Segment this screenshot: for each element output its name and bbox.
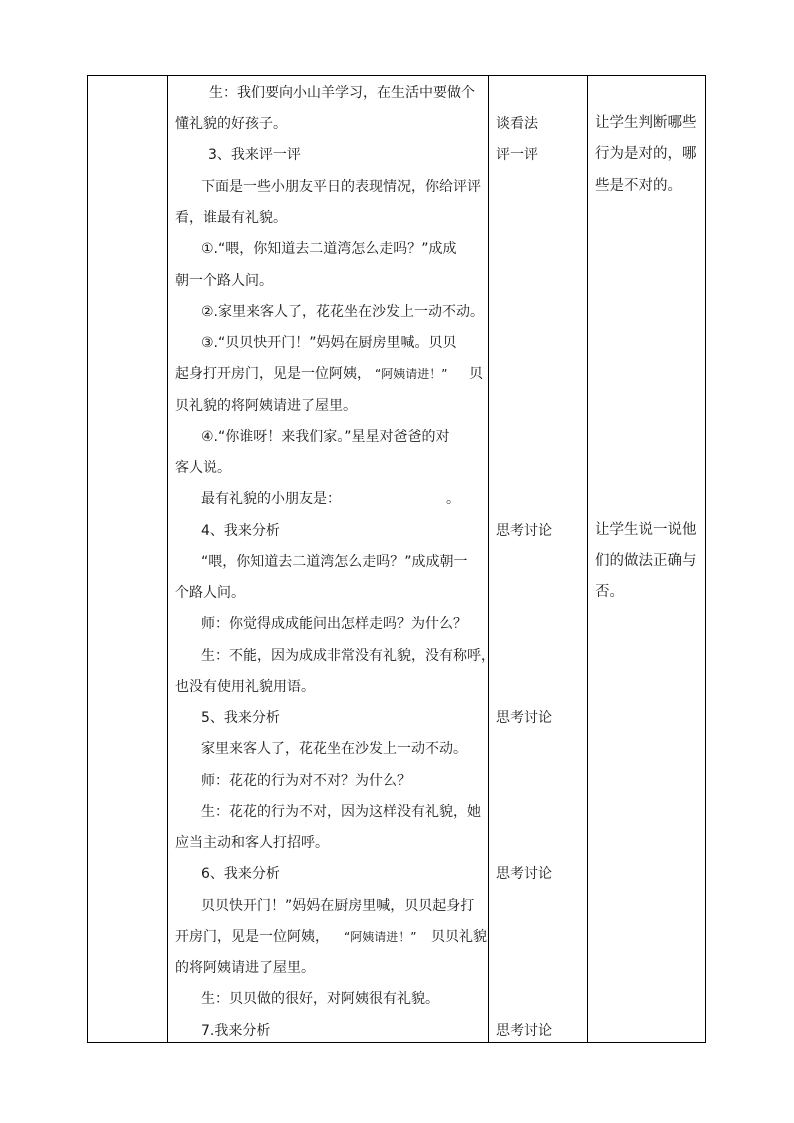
activity-label: 思考讨论	[496, 1023, 552, 1039]
text-line: 贝贝快开门！”妈妈在厨房里喊，贝贝起身打	[201, 898, 475, 914]
quote-small: “阿姨请进！”	[375, 367, 448, 381]
text-line: 也没有使用礼貌用语。	[175, 679, 315, 695]
intent-line: 让学生判断哪些	[595, 115, 697, 131]
activity-label: 谈看法	[496, 116, 538, 132]
text-line: 看，谁最有礼貌。	[175, 210, 287, 226]
text-line: 起身打开房门，见是一位阿姨，	[175, 366, 371, 382]
text-line: ③.“贝贝快开门！”妈妈在厨房里喊。贝贝	[201, 335, 457, 351]
text-line: ①.“喂，你知道去二道湾怎么走吗？”成成	[201, 241, 457, 257]
text-line: 客人说。	[175, 460, 231, 476]
intent-line: 让学生说一说他	[595, 522, 697, 538]
text-line: 生：我们要向小山羊学习，在生活中要做个	[209, 85, 475, 101]
text-line: 朝一个路人问。	[175, 273, 273, 289]
text-line: ④.“你谁呀！来我们家。”星星对爸爸的对	[201, 429, 450, 445]
text-line: 贝	[469, 366, 483, 382]
text-line: ②.家里来客人了，花花坐在沙发上一动不动。	[201, 304, 484, 320]
activity-label: 思考讨论	[496, 866, 552, 882]
section-heading: 3、我来评一评	[208, 147, 301, 163]
text-line: 个路人问。	[175, 585, 245, 601]
text-line: 开房门，见是一位阿姨，	[175, 929, 329, 945]
text-line: 应当主动和客人打招呼。	[175, 835, 329, 851]
text-line: 生：贝贝做的很好，对阿姨很有礼貌。	[201, 991, 439, 1007]
text-line: “喂，你知道去二道湾怎么走吗？”成成朝一	[201, 554, 468, 570]
column-divider	[587, 76, 588, 1042]
intent-line: 们的做法正确与	[595, 553, 697, 569]
lesson-plan-table	[87, 75, 706, 1043]
text-line: 的将阿姨请进了屋里。	[175, 960, 315, 976]
column-divider	[488, 76, 489, 1042]
text-line: 懂礼貌的好孩子。	[175, 116, 287, 132]
text-line: 。	[446, 491, 460, 507]
quote-small: “阿姨请进！”	[344, 930, 417, 944]
intent-line: 些是不对的。	[595, 178, 682, 194]
activity-label: 思考讨论	[496, 523, 552, 539]
section-heading: 6、我来分析	[201, 866, 280, 882]
activity-label: 评一评	[496, 147, 538, 163]
text-line: 贝礼貌的将阿姨请进了屋里。	[175, 398, 357, 414]
column-divider	[167, 76, 168, 1042]
text-line: 下面是一些小朋友平日的表现情况，你给评评	[201, 179, 481, 195]
section-heading: 4、我来分析	[201, 523, 280, 539]
text-line: 最有礼貌的小朋友是：	[201, 491, 341, 507]
section-heading: 5、我来分析	[201, 710, 280, 726]
text-line: 贝贝礼貌	[431, 929, 487, 945]
section-heading: 7.我来分析	[201, 1023, 271, 1039]
intent-line: 否。	[595, 584, 624, 600]
intent-line: 行为是对的，哪	[595, 146, 697, 162]
text-line: 师：你觉得成成能问出怎样走吗？为什么？	[201, 616, 467, 632]
text-line: 生：花花的行为不对，因为这样没有礼貌，她	[201, 804, 481, 820]
text-line: 师：花花的行为对不对？为什么？	[201, 773, 411, 789]
activity-label: 思考讨论	[496, 710, 552, 726]
text-line: 生：不能，因为成成非常没有礼貌，没有称呼，	[201, 648, 495, 664]
text-line: 家里来客人了，花花坐在沙发上一动不动。	[201, 741, 467, 757]
